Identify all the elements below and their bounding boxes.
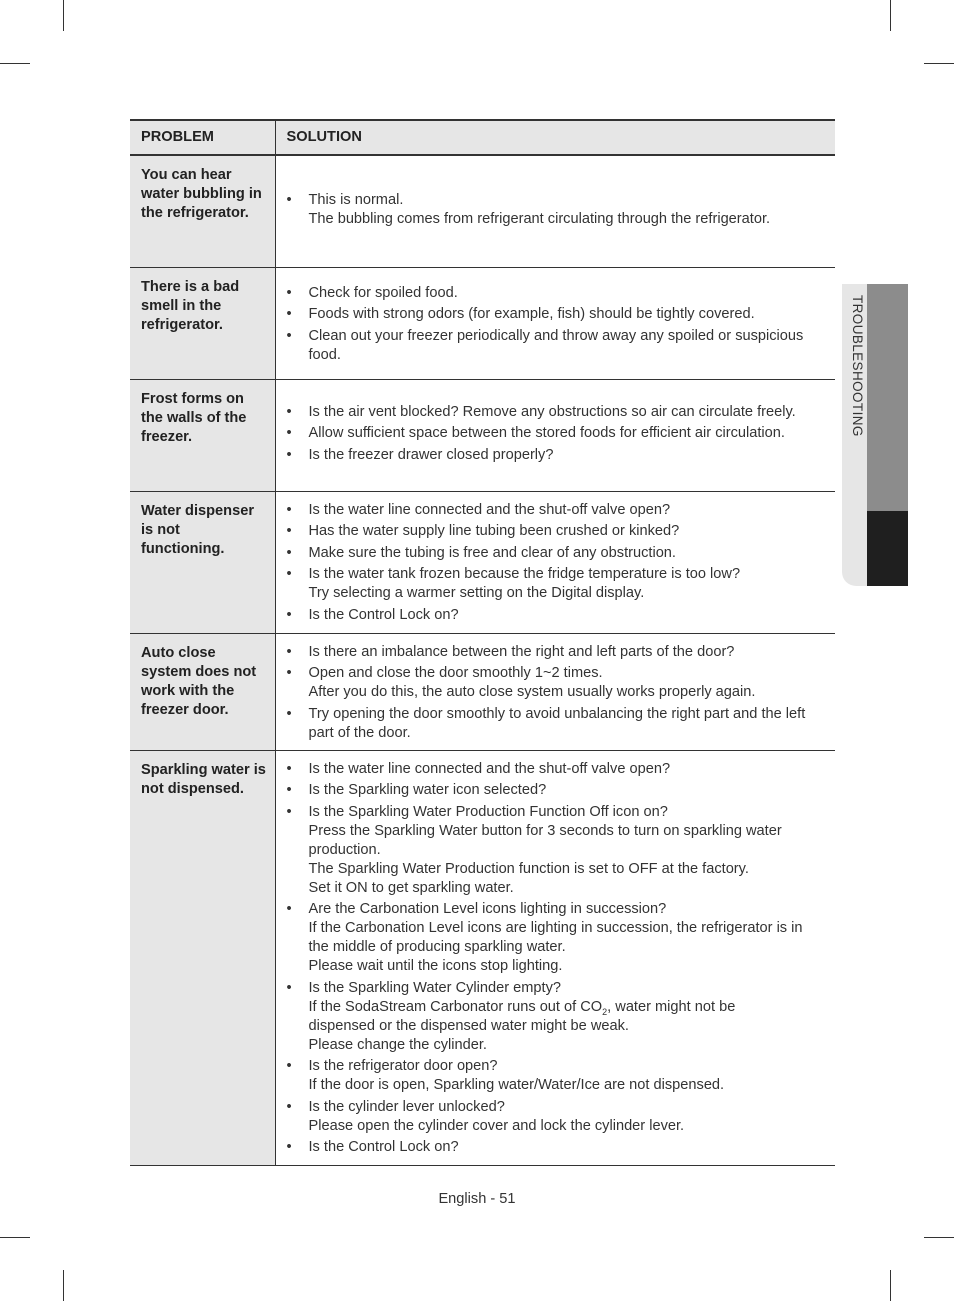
solution-bullet	[276, 305, 826, 324]
solution-cell	[275, 491, 835, 633]
solution-list	[276, 501, 826, 625]
solution-bullet	[276, 803, 826, 898]
solution-line: • Is the cylinder lever unlocked?	[308, 1098, 505, 1115]
co2-subscript: 2	[602, 1006, 608, 1017]
solution-bullet	[276, 781, 826, 800]
crop-mark	[0, 63, 30, 64]
solution-bullet	[276, 327, 826, 365]
solution-line: • Is the air vent blocked? Remove any obstructions so air can circulate freely.	[308, 403, 796, 420]
section-tab-label: TROUBLESHOOTING	[850, 295, 865, 437]
solution-line: Try selecting a warmer setting on the Digital display.	[308, 585, 645, 601]
solution-bullet	[276, 284, 826, 303]
solution-bullet	[276, 424, 826, 443]
crop-mark	[890, 0, 891, 31]
solution-bullet	[276, 403, 826, 422]
solution-line: • Has the water supply line tubing been crushed or kinked?	[308, 523, 680, 539]
solution-line: • Check for spoiled food.	[308, 284, 458, 301]
solution-bullet	[276, 565, 826, 603]
table-row	[130, 750, 835, 1165]
solution-line: After you do this, the auto close system usually works properly again.	[308, 684, 756, 700]
table-row	[130, 491, 835, 633]
solution-line: The Sparkling Water Production function is set to OFF at the factory.	[308, 860, 749, 877]
solution-line: The bubbling comes from refrigerant circulating through the refrigerator.	[308, 211, 771, 227]
solution-bullet	[276, 522, 826, 541]
solution-list	[276, 643, 826, 743]
solution-line: • Is the freezer drawer closed properly?	[308, 446, 554, 463]
solution-line: • Are the Carbonation Level icons lighting in succession?	[308, 901, 667, 917]
crop-mark	[924, 1237, 954, 1238]
solution-list	[276, 284, 826, 365]
side-tab-grey-block	[867, 284, 908, 511]
solution-line: • Foods with strong odors (for example, fish) should be tightly covered.	[308, 306, 755, 322]
solution-line: If the Carbonation Level icons are lighting in succession, the refrigerator is in the middle of producing sparkling water.	[308, 920, 803, 955]
co2-text: If the SodaStream Carbonator runs out of CO	[308, 998, 603, 1015]
problem-cell: You can hear water bubbling in the refrigerator.	[130, 155, 275, 267]
solution-line: • This is normal.	[308, 192, 404, 208]
solution-line: • Is the water line connected and the shut-off valve open?	[308, 760, 671, 777]
solution-bullet	[276, 1098, 826, 1136]
table-row	[130, 633, 835, 750]
table-row	[130, 267, 835, 379]
solution-bullet	[276, 900, 826, 976]
side-tab-dark-block	[867, 511, 908, 586]
solution-line: dispensed or the dispensed water might be weak.	[308, 1017, 629, 1034]
solution-line: Please wait until the icons stop lighting.	[308, 958, 563, 974]
header-solution: SOLUTION	[275, 120, 835, 155]
solution-line: • Is the Sparkling Water Cylinder empty?	[308, 979, 562, 996]
solution-list	[276, 403, 826, 465]
solution-cell	[275, 155, 835, 267]
solution-line: Please open the cylinder cover and lock the cylinder lever.	[308, 1117, 685, 1134]
table-row	[130, 379, 835, 491]
solution-line: If the door is open, Sparkling water/Water/Ice are not dispensed.	[308, 1077, 725, 1093]
page-number: English - 51	[438, 1191, 516, 1207]
table-row	[130, 155, 835, 267]
solution-line: • Try opening the door smoothly to avoid unbalancing the right part and the left part of the door.	[308, 705, 806, 741]
problem-cell: Water dispenser is not functioning.	[130, 491, 275, 633]
solution-line: • Is the water tank frozen because the fridge temperature is too low?	[308, 566, 741, 582]
solution-line: • Is the Control Lock on?	[308, 1139, 459, 1155]
solution-bullet	[276, 1138, 826, 1157]
solution-line: Set it ON to get sparkling water.	[308, 879, 514, 896]
solution-line: • Is the Sparkling water icon selected?	[308, 782, 547, 798]
crop-mark	[890, 1270, 891, 1301]
crop-mark	[63, 1270, 64, 1301]
solution-list	[276, 760, 826, 1158]
solution-line: • Is the water line connected and the shut-off valve open?	[308, 501, 671, 518]
solution-bullet	[276, 664, 826, 702]
solution-bullet	[276, 1057, 826, 1095]
solution-bullet	[276, 544, 826, 563]
solution-line: Please change the cylinder.	[308, 1036, 487, 1053]
solution-bullet	[276, 501, 826, 520]
solution-line	[309, 998, 826, 1017]
table-header-row	[130, 120, 835, 155]
solution-bullet	[276, 760, 826, 779]
problem-cell: Auto close system does not work with the freezer door.	[130, 633, 275, 750]
solution-bullet	[276, 606, 826, 625]
problem-cell: Sparkling water is not dispensed.	[130, 750, 275, 1165]
solution-bullet	[276, 446, 826, 465]
solution-line: • Is the Sparkling Water Production Function Off icon on?	[308, 803, 668, 820]
crop-mark	[0, 1237, 30, 1238]
problem-cell: Frost forms on the walls of the freezer.	[130, 379, 275, 491]
solution-bullet	[276, 705, 826, 743]
troubleshooting-table	[130, 119, 835, 1166]
solution-bullet	[276, 191, 826, 229]
solution-line: • Open and close the door smoothly 1~2 times.	[308, 665, 603, 681]
solution-line: • Clean out your freezer periodically and throw away any spoiled or suspicious food.	[308, 327, 804, 363]
solution-line: • Is the Control Lock on?	[308, 606, 459, 623]
header-problem: PROBLEM	[130, 120, 275, 155]
solution-bullet	[276, 643, 826, 662]
solution-line: • Make sure the tubing is free and clear of any obstruction.	[308, 544, 676, 561]
solution-cell	[275, 633, 835, 750]
co2-text-after: , water might not be	[607, 998, 736, 1015]
solution-cell	[275, 267, 835, 379]
solution-line: • Allow sufficient space between the stored foods for efficient air circulation.	[308, 425, 785, 442]
problem-cell: There is a bad smell in the refrigerator.	[130, 267, 275, 379]
solution-line: • Is there an imbalance between the right and left parts of the door?	[308, 643, 735, 660]
solution-cell	[275, 379, 835, 491]
solution-line: • Is the refrigerator door open?	[308, 1058, 498, 1074]
solution-list	[276, 191, 826, 229]
solution-bullet	[276, 979, 826, 1055]
solution-cell	[275, 750, 835, 1165]
solution-line: Press the Sparkling Water button for 3 seconds to turn on sparkling water production.	[308, 822, 782, 858]
crop-mark	[63, 0, 64, 31]
crop-mark	[924, 63, 954, 64]
